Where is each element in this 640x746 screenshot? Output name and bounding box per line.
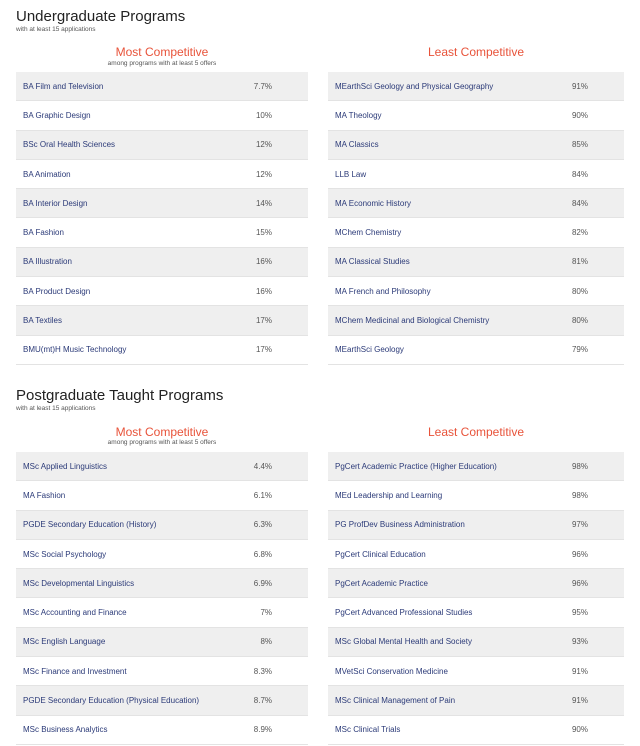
acceptance-rate: 17%	[255, 345, 272, 355]
acceptance-rate: 90%	[571, 725, 588, 735]
program-name: MChem Chemistry	[335, 228, 402, 238]
acceptance-rate: 98%	[571, 461, 588, 471]
program-name: MSc Clinical Management of Pain	[335, 696, 456, 706]
table-row	[328, 686, 624, 715]
table-row	[16, 628, 308, 657]
acceptance-rate: 15%	[255, 228, 272, 238]
table-row	[328, 218, 624, 247]
undergrad-most-note: among programs with at least 5 offers	[107, 60, 217, 67]
postgrad-least-table	[328, 452, 624, 745]
acceptance-rate: 80%	[571, 286, 588, 296]
acceptance-rate: 93%	[571, 637, 588, 647]
acceptance-rate: 6.9%	[253, 578, 272, 588]
program-name: BMU(mt)H Music Technology	[23, 345, 127, 355]
postgrad-most-table	[16, 452, 308, 745]
program-name: MSc Finance and Investment	[23, 666, 127, 676]
acceptance-rate: 8.7%	[253, 696, 272, 706]
acceptance-rate: 80%	[571, 316, 588, 326]
table-row	[16, 336, 308, 365]
program-name: BA Textiles	[23, 316, 62, 326]
acceptance-rate: 96%	[571, 549, 588, 559]
program-name: MSc English Language	[23, 637, 106, 647]
postgrad-least-heading: Least Competitive	[427, 425, 525, 439]
program-name: MA Economic History	[335, 198, 412, 208]
acceptance-rate: 16%	[255, 286, 272, 296]
program-name: MSc Business Analytics	[23, 725, 108, 735]
table-row	[328, 72, 624, 101]
acceptance-rate: 90%	[571, 110, 588, 120]
table-row	[16, 248, 308, 277]
acceptance-rate: 81%	[571, 257, 588, 267]
table-row	[16, 131, 308, 160]
program-name: MSc Clinical Trials	[335, 725, 401, 735]
table-row	[16, 481, 308, 510]
table-row	[16, 598, 308, 627]
table-row	[328, 306, 624, 335]
program-name: MSc Developmental Linguistics	[23, 578, 135, 588]
acceptance-rate: 14%	[255, 198, 272, 208]
table-row	[328, 628, 624, 657]
table-row	[16, 716, 308, 745]
acceptance-rate: 8.3%	[253, 666, 272, 676]
program-name: MSc Social Psychology	[23, 549, 107, 559]
table-row	[328, 569, 624, 598]
program-name: PgCert Academic Practice (Higher Education)	[335, 461, 497, 471]
program-name: LLB Law	[335, 169, 367, 179]
acceptance-rate: 16%	[255, 257, 272, 267]
program-name: PGDE Secondary Education (History)	[23, 520, 157, 530]
acceptance-rate: 17%	[255, 316, 272, 326]
table-row	[328, 277, 624, 306]
acceptance-rate: 8.9%	[253, 725, 272, 735]
table-row	[328, 540, 624, 569]
table-row	[328, 336, 624, 365]
program-name: MSc Global Mental Health and Society	[335, 637, 472, 647]
acceptance-rate: 82%	[571, 228, 588, 238]
program-name: MEarthSci Geology	[335, 345, 404, 355]
acceptance-rate: 7.7%	[253, 81, 272, 91]
program-name: MChem Medicinal and Biological Chemistry	[335, 316, 490, 326]
postgrad-most-note: among programs with at least 5 offers	[107, 439, 217, 446]
program-name: MEd Leadership and Learning	[335, 490, 443, 500]
acceptance-rate: 6.1%	[253, 490, 272, 500]
table-row	[328, 160, 624, 189]
table-row	[328, 101, 624, 130]
table-row	[16, 189, 308, 218]
undergrad-subtitle: with at least 15 applications	[16, 26, 96, 33]
table-row	[328, 452, 624, 481]
acceptance-rate: 85%	[571, 140, 588, 150]
acceptance-rate: 84%	[571, 198, 588, 208]
table-row	[16, 72, 308, 101]
undergrad-most-table	[16, 72, 308, 365]
acceptance-rate: 95%	[571, 608, 588, 618]
acceptance-rate: 98%	[571, 490, 588, 500]
table-row	[328, 189, 624, 218]
program-name: BA Film and Television	[23, 81, 104, 91]
program-name: PGDE Secondary Education (Physical Education)	[23, 696, 200, 706]
acceptance-rate: 4.4%	[253, 461, 272, 471]
postgrad-subtitle: with at least 15 applications	[16, 405, 96, 412]
table-row	[16, 452, 308, 481]
acceptance-rate: 96%	[571, 578, 588, 588]
table-row	[16, 511, 308, 540]
acceptance-rate: 12%	[255, 140, 272, 150]
table-row	[328, 481, 624, 510]
program-name: MA Classical Studies	[335, 257, 410, 267]
postgrad-title: Postgraduate Taught Programs	[16, 387, 224, 404]
acceptance-rate: 91%	[571, 666, 588, 676]
table-row	[328, 657, 624, 686]
table-row	[16, 101, 308, 130]
program-name: MSc Accounting and Finance	[23, 608, 127, 618]
program-name: PgCert Advanced Professional Studies	[335, 608, 473, 618]
acceptance-rate: 7%	[260, 608, 272, 618]
undergrad-least-table	[328, 72, 624, 365]
table-row	[328, 716, 624, 745]
program-name: PgCert Clinical Education	[335, 549, 426, 559]
undergrad-title: Undergraduate Programs	[16, 8, 186, 25]
table-row	[16, 657, 308, 686]
program-name: MEarthSci Geology and Physical Geography	[335, 81, 494, 91]
table-row	[16, 686, 308, 715]
acceptance-rate: 12%	[255, 169, 272, 179]
table-row	[328, 511, 624, 540]
acceptance-rate: 91%	[571, 696, 588, 706]
table-row	[16, 160, 308, 189]
acceptance-rate: 6.8%	[253, 549, 272, 559]
program-name: MA Classics	[335, 140, 379, 150]
table-row	[328, 248, 624, 277]
program-name: BA Graphic Design	[23, 110, 91, 120]
program-name: BSc Oral Health Sciences	[23, 140, 116, 150]
postgrad-most-heading: Most Competitive	[115, 425, 209, 439]
program-name: BA Interior Design	[23, 198, 88, 208]
program-name: MSc Applied Linguistics	[23, 461, 108, 471]
table-row	[328, 131, 624, 160]
undergrad-least-heading: Least Competitive	[427, 45, 525, 59]
acceptance-rate: 97%	[571, 520, 588, 530]
table-row	[16, 569, 308, 598]
program-name: MA French and Philosophy	[335, 286, 431, 296]
acceptance-rate: 8%	[260, 637, 272, 647]
table-row	[16, 540, 308, 569]
program-name: MA Fashion	[23, 490, 66, 500]
acceptance-rate: 79%	[571, 345, 588, 355]
program-name: BA Illustration	[23, 257, 72, 267]
program-name: BA Product Design	[23, 286, 91, 296]
table-row	[16, 277, 308, 306]
acceptance-rate: 6.3%	[253, 520, 272, 530]
table-row	[16, 306, 308, 335]
acceptance-rate: 10%	[255, 110, 272, 120]
table-row	[328, 598, 624, 627]
table-row	[16, 218, 308, 247]
undergrad-most-heading: Most Competitive	[115, 45, 209, 59]
program-name: MVetSci Conservation Medicine	[335, 666, 448, 676]
program-name: BA Fashion	[23, 228, 64, 238]
program-name: BA Animation	[23, 169, 71, 179]
acceptance-rate: 84%	[571, 169, 588, 179]
acceptance-rate: 91%	[571, 81, 588, 91]
program-name: PG ProfDev Business Administration	[335, 520, 465, 530]
program-name: PgCert Academic Practice	[335, 578, 428, 588]
program-name: MA Theology	[335, 110, 382, 120]
